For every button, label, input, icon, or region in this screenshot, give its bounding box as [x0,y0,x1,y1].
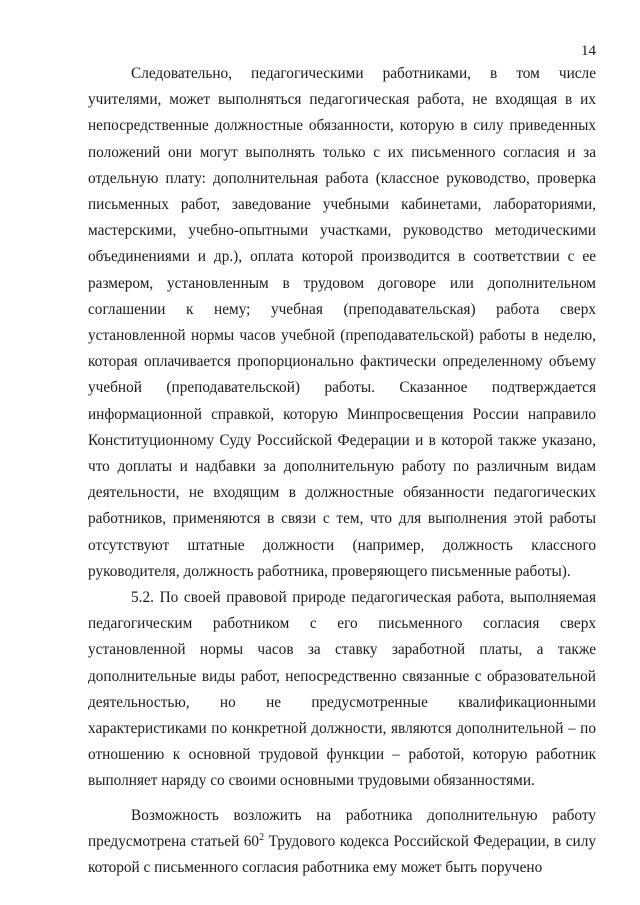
paragraph-3-text-before: Возможность возложить на работника дополнительную работу предусмотрена статьей 60 [88,806,596,850]
page-number: 14 [581,43,596,59]
paragraph-3-text-after: Трудового кодекса Российской Федерации, в силу которой с письменного согласия работника ему может быть поручено [88,832,596,877]
article-superscript: 2 [259,831,265,843]
paragraph-3 [88,803,596,882]
body-text [88,61,596,881]
paragraph-2: 5.2. По своей правовой природе педагогическая работа, выполняемая педагогическим работником с его письменного согласия сверх установленной нормы часов за ставку заработной платы, а также дополнительные виды работ, непосредственно связанные с образовательной деятельностью, но не предусмотренные квалификационными характеристиками по конкретной должности, являются дополнительной – по отношению к основной трудовой функции – работой, которую работник выполняет наряду со своими основными трудовыми обязанностями. [88,589,596,790]
paragraph-1: Следовательно, педагогическими работниками, в том числе учителями, может выполняться педагогическая работа, не входящая в их непосредственные должностные обязанности, которую в силу приведенных положений они могут выполнять только с их письменного согласия и за отдельную плату: дополнительная работа (классное руководство, проверка письменных работ, заведование учебными кабинетами, лабораториями, мастерскими, учебно-опытными участками, руководство методическими объединениями и др.), оплата которой производится в соответствии с ее размером, установленным в трудовом договоре или дополнительном соглашении к нему; учебная (преподавательская) работа сверх установленной нормы часов учебной (преподавательской) работы в неделю, которая оплачивается пропорционально фактически определенному объему учебной (преподавательской) работы. Сказанное подтверждается информационной справкой, которую Минпросвещения России направило Конституционному Суду Российской Федерации и в которой также указано, что доплаты и надбавки за дополнительную работу по различным видам деятельности, не входящим в должностные обязанности педагогических работников, применяются в связи с тем, что для выполнения этой работы отсутствуют штатные должности (например, должность классного руководителя, должность работника, проверяющего письменные работы). [88,65,596,580]
